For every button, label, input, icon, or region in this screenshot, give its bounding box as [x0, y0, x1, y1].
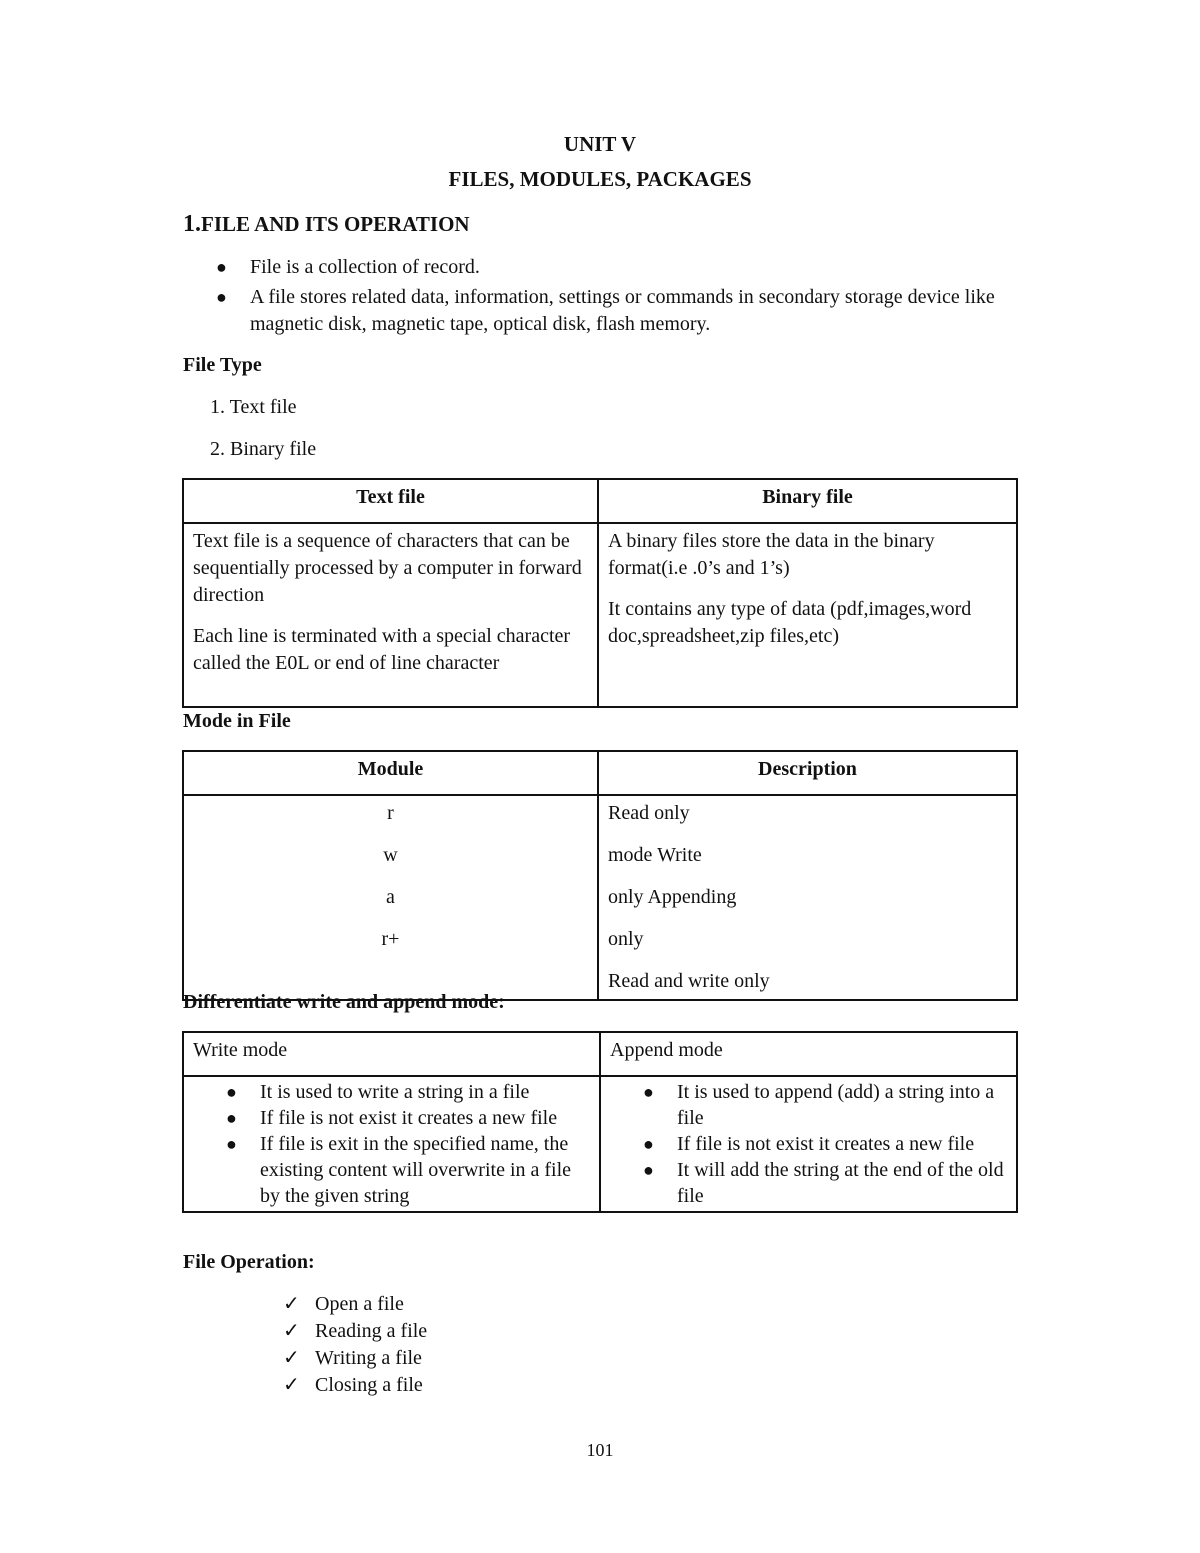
table-header-text-file: Text file: [183, 479, 598, 523]
binary-file-cell: [598, 523, 1017, 707]
differentiate-heading: Differentiate write and append mode:: [183, 991, 505, 1013]
text-file-para: Text file is a sequence of characters that can be sequentially processed by a computer in forward direction: [193, 530, 582, 606]
bullet-icon: ●: [226, 1134, 237, 1154]
bullet-icon: ●: [643, 1134, 654, 1154]
page-number: 101: [586, 1440, 614, 1460]
checkmark-icon: ✓: [283, 1374, 300, 1396]
list-item: ✓ Writing a file: [283, 1345, 427, 1372]
bullet-icon: ●: [643, 1082, 654, 1102]
list-item: ● It will add the string at the end of the old file: [643, 1159, 1004, 1207]
module-value: w: [383, 844, 398, 866]
file-operation-heading: File Operation:: [183, 1251, 315, 1273]
mode-heading: Mode in File: [183, 710, 291, 732]
table-header-module: Module: [183, 751, 598, 795]
file-type-item-binary: 2. Binary file: [210, 438, 317, 460]
bullet-icon: ●: [216, 257, 227, 277]
append-mode-cell: [600, 1076, 1017, 1212]
section-number: 1.: [183, 211, 201, 237]
text-binary-table: [182, 478, 1018, 708]
append-mode-list: [643, 1079, 1012, 1209]
description-value: Read only: [608, 802, 690, 824]
binary-file-para: It contains any type of data (pdf,images,word doc,spreadsheet,zip files,etc): [608, 598, 972, 647]
table-header-description: Description: [598, 751, 1017, 795]
description-value: only: [608, 928, 644, 950]
write-mode-list: [226, 1079, 595, 1209]
checkmark-icon: ✓: [283, 1347, 300, 1369]
description-value: mode Write: [608, 844, 702, 866]
list-item: ● If file is not exist it creates a new file: [643, 1133, 975, 1155]
list-item: ● If file is exit in the specified name, the existing content will overwrite in a file by the given string: [226, 1133, 572, 1207]
table-header-write-mode: Write mode: [183, 1032, 600, 1076]
write-mode-cell: [183, 1076, 600, 1212]
section-heading: [183, 211, 470, 238]
bullet-icon: ●: [216, 287, 227, 307]
text-file-cell: [183, 523, 598, 707]
list-item: ● A file stores related data, information, settings or commands in secondary storage device like magnetic disk, magnetic tape, optical disk, flash memory.: [216, 286, 995, 335]
list-item: ● File is a collection of record.: [216, 254, 1006, 281]
description-value: Read and write only: [608, 970, 770, 992]
write-append-table: [182, 1031, 1018, 1213]
checkmark-icon: ✓: [283, 1293, 300, 1315]
module-value: a: [386, 886, 395, 908]
list-item: ✓ Closing a file: [283, 1372, 427, 1399]
checkmark-icon: ✓: [283, 1320, 300, 1342]
bullet-icon: ●: [226, 1082, 237, 1102]
intro-bullet-list: [216, 254, 1006, 338]
file-type-heading: File Type: [183, 354, 262, 376]
list-item: ● It is used to write a string in a file: [226, 1081, 530, 1103]
table-header-append-mode: Append mode: [600, 1032, 1017, 1076]
description-cell: [598, 795, 1017, 1000]
list-item: ● It is used to append (add) a string into a file: [643, 1081, 995, 1129]
mode-table: [182, 750, 1018, 1001]
unit-title: UNIT V: [563, 132, 637, 156]
module-value: r+: [381, 928, 400, 950]
list-item: ● If file is not exist it creates a new file: [226, 1107, 558, 1129]
section-title: FILE AND ITS OPERATION: [201, 212, 470, 236]
list-item: ✓ Open a file: [283, 1291, 427, 1318]
text-file-para: Each line is terminated with a special character called the E0L or end of line character: [193, 625, 571, 674]
bullet-icon: ●: [643, 1160, 654, 1180]
binary-file-para: A binary files store the data in the binary format(i.e .0’s and 1’s): [608, 530, 935, 579]
module-value: r: [387, 802, 394, 824]
list-item: ✓ Reading a file: [283, 1318, 427, 1345]
file-type-item-text: 1. Text file: [210, 396, 297, 418]
bullet-icon: ●: [226, 1108, 237, 1128]
document-title: FILES, MODULES, PACKAGES: [448, 167, 752, 191]
description-value: only Appending: [608, 886, 737, 908]
table-header-binary-file: Binary file: [598, 479, 1017, 523]
module-cell: [183, 795, 598, 1000]
file-operation-list: [283, 1291, 427, 1399]
